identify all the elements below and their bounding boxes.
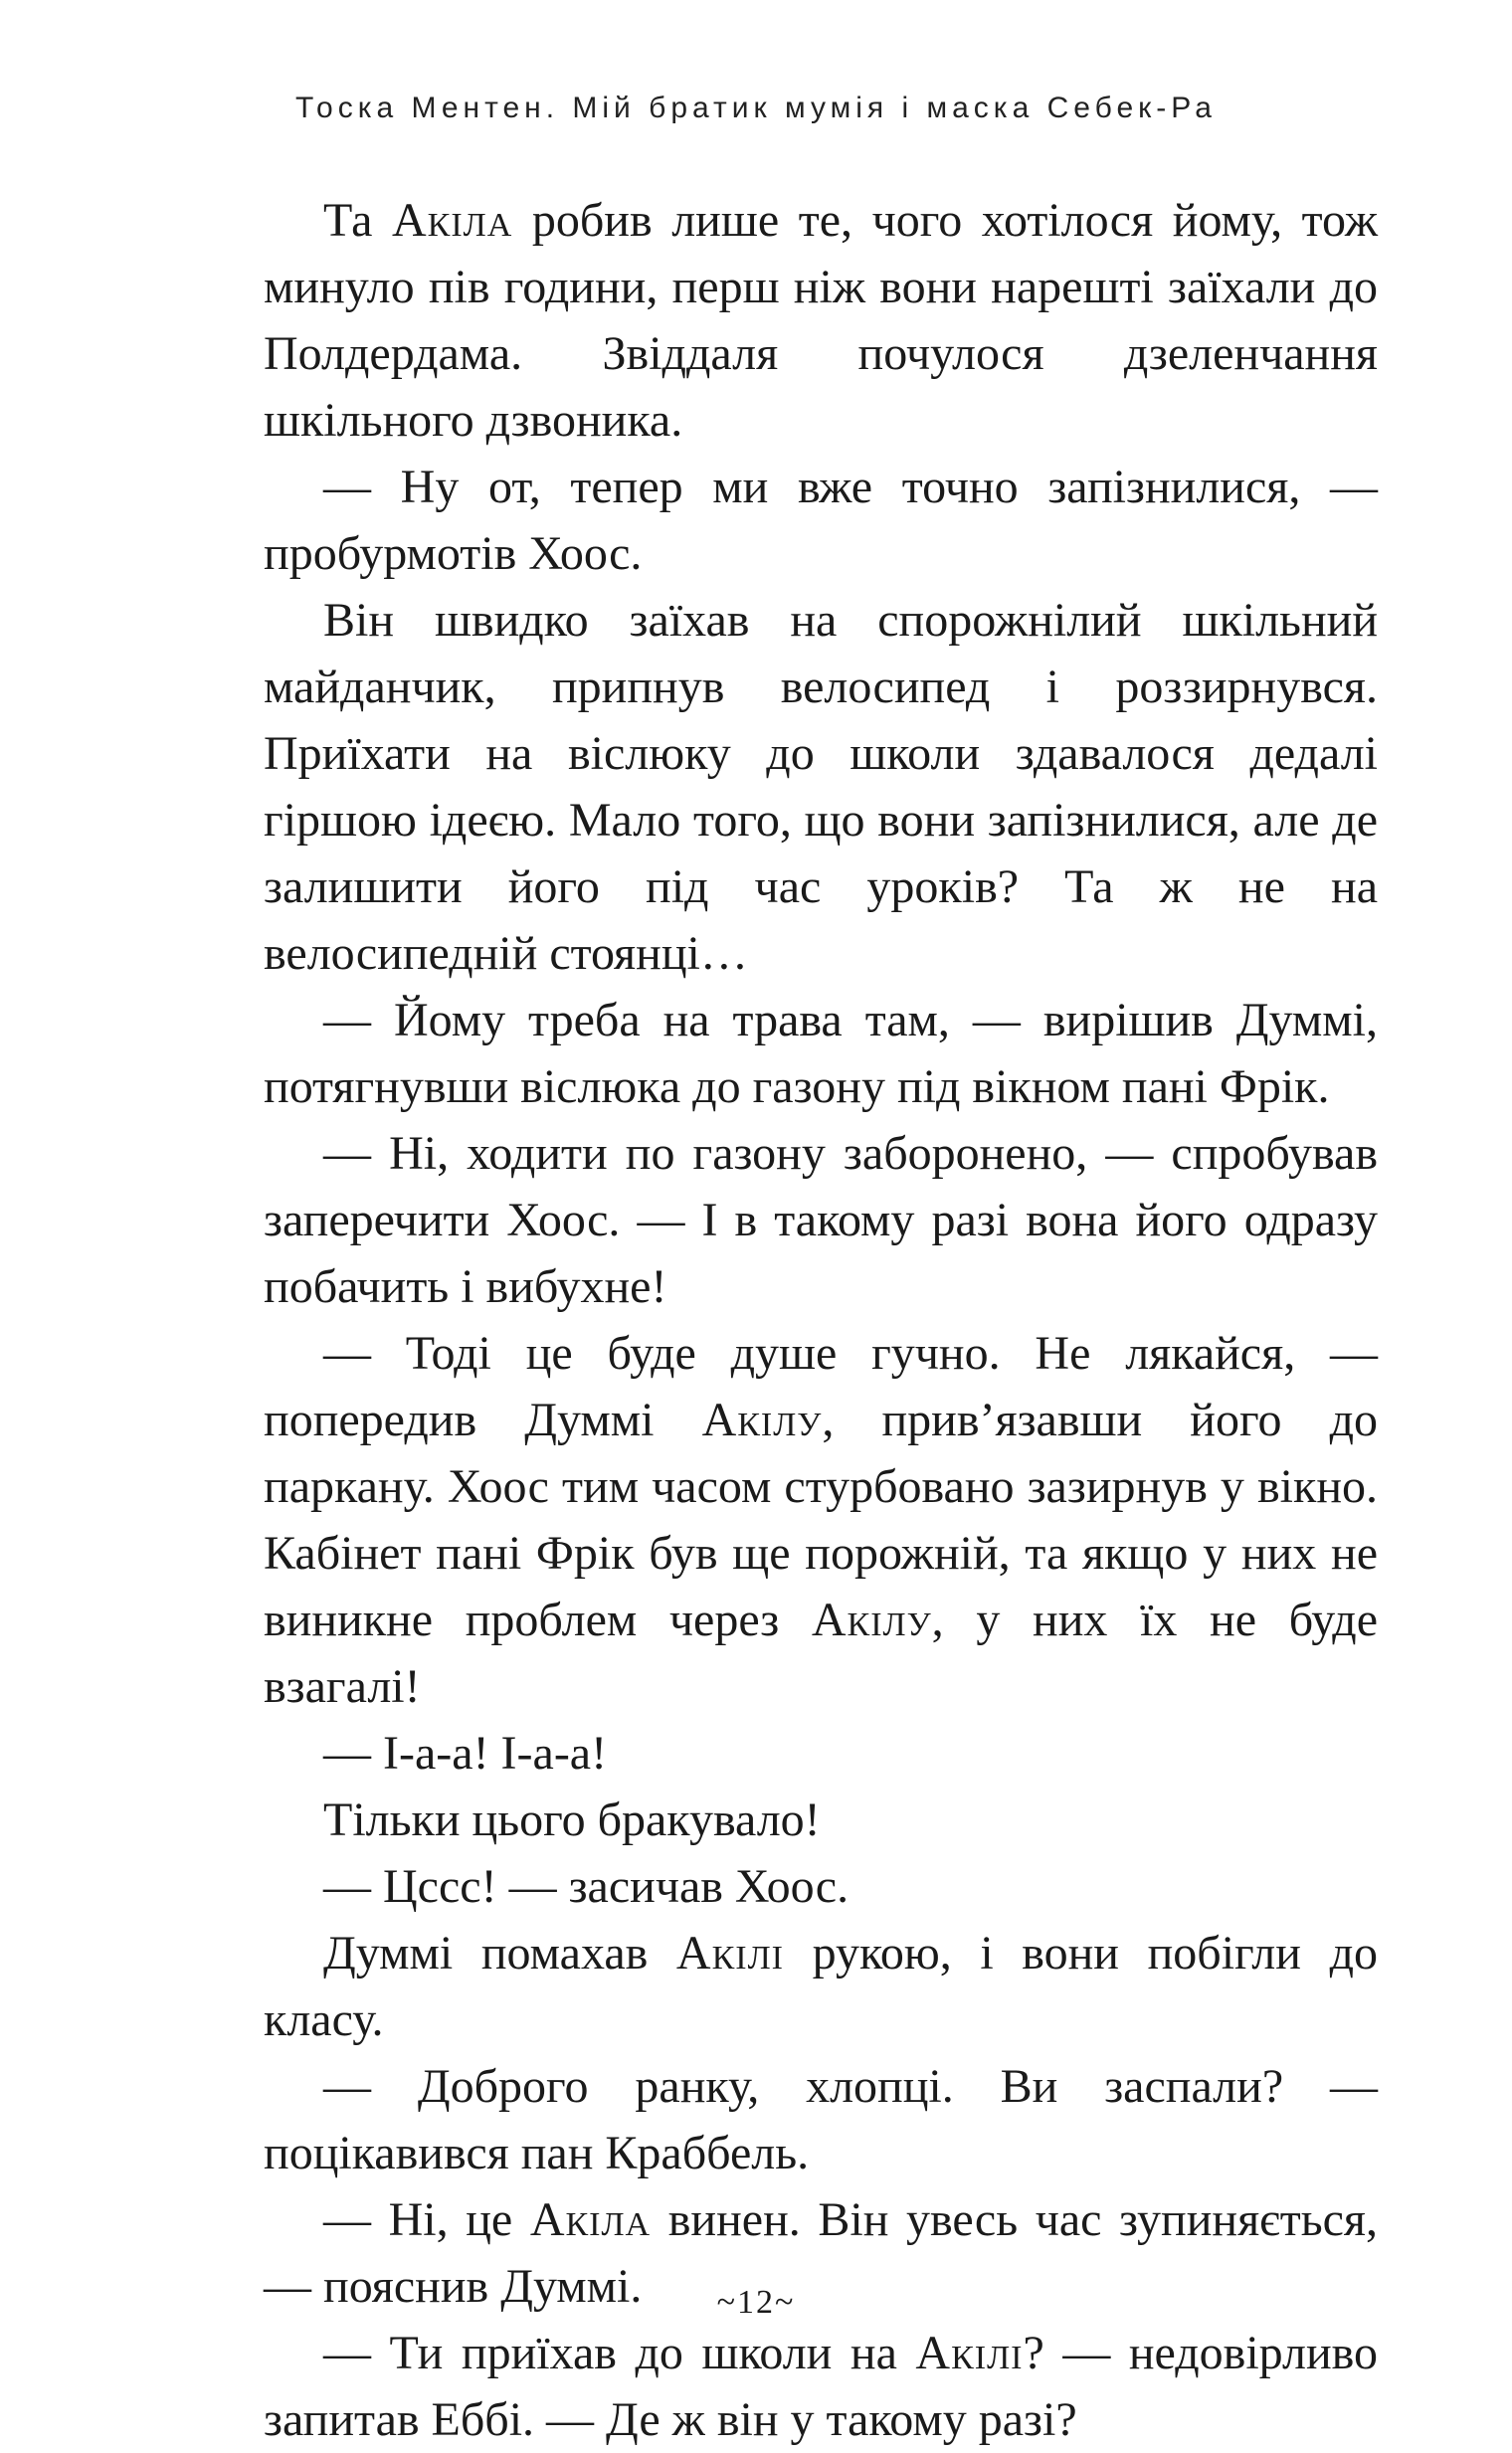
paragraph-3 — [264, 587, 1378, 987]
paragraph-2 — [264, 454, 1378, 587]
text-run: — Цссс! — засичав Хоос. — [323, 1860, 850, 1913]
name-akila: Акілу — [811, 1594, 932, 1646]
text-run: — Ні, це — [323, 2193, 530, 2246]
name-akila: Акілі — [675, 1927, 784, 1980]
paragraph-4 — [264, 987, 1378, 1120]
paragraph-8 — [264, 1787, 1378, 1853]
body-text — [264, 187, 1378, 2453]
name-akila: Акіла — [392, 194, 513, 247]
text-run: , прив’язавши його до паркану. Хоос тим часом стурбовано зазирнув у вікно. Кабінет пані Фрік був ще порожній, та якщо у них не виникне проблем через — [264, 1394, 1378, 1646]
text-run: — Ну от, тепер ми вже точно запізнилися, — пробурмотів Хоос. — [264, 461, 1378, 580]
name-akila: Акілу — [701, 1394, 823, 1446]
paragraph-1 — [264, 187, 1378, 454]
paragraph-11 — [264, 2053, 1378, 2186]
text-run: — Ти приїхав до школи на — [323, 2327, 916, 2379]
text-run: Думмі помахав — [323, 1927, 676, 1980]
running-header: Тоска Ментен. Мій братик мумія і маска Себек-Ра — [295, 92, 1217, 124]
text-run: ? — недовірливо запитав Еббі. — Де ж він у такому разі? — [264, 2327, 1378, 2446]
text-run: — Доброго ранку, хлопці. Ви заспали? — поцікавився пан Краббель. — [264, 2060, 1378, 2179]
paragraph-13 — [264, 2320, 1378, 2453]
paragraph-10 — [264, 1920, 1378, 2053]
text-run: Та — [323, 194, 393, 247]
text-run: робив лише те, чого хотілося йому, тож минуло пів години, перш ніж вони нарешті заїхали до Полдердама. Звіддаля почулося дзеленчання шкільного дзвоника. — [264, 194, 1378, 447]
text-run: , у них їх не буде взагалі! — [264, 1594, 1378, 1713]
text-run: — І-а-а! І-а-а! — [323, 1727, 608, 1780]
paragraph-5 — [264, 1120, 1378, 1320]
text-run: рукою, і вони побігли до класу. — [264, 1927, 1378, 2046]
text-run: Він швидко заїхав на спорожнілий шкільний майданчик, припнув велосипед і роззирнувся. Приїхати на віслюку до школи здавалося дедалі гіршою ідеєю. Мало того, що вони запізнилися, але де залишити його під час уроків? Та ж не на велосипедній стоянці… — [264, 594, 1378, 980]
page-number: ~12~ — [716, 2284, 796, 2321]
text-run: — Тоді це буде душе гучно. Не лякайся, — попередив Думмі — [264, 1327, 1378, 1446]
paragraph-7 — [264, 1720, 1378, 1787]
text-run: — Йому треба на трава там, — вирішив Думмі, потягнувши віслюка до газону під вікном пані Фрік. — [264, 994, 1378, 1113]
text-run: Тільки цього бракувало! — [323, 1793, 821, 1846]
text-run: винен. Він увесь час зупиняється, — пояснив Думмі. — [264, 2193, 1378, 2313]
paragraph-6 — [264, 1320, 1378, 1720]
name-akila: Акілі — [915, 2327, 1024, 2379]
name-akila: Акіла — [529, 2193, 652, 2246]
text-run: — Ні, ходити по газону заборонено, — спробував заперечити Хоос. — І в такому разі вона його одразу побачить і вибухне! — [264, 1127, 1378, 1313]
paragraph-9 — [264, 1853, 1378, 1920]
